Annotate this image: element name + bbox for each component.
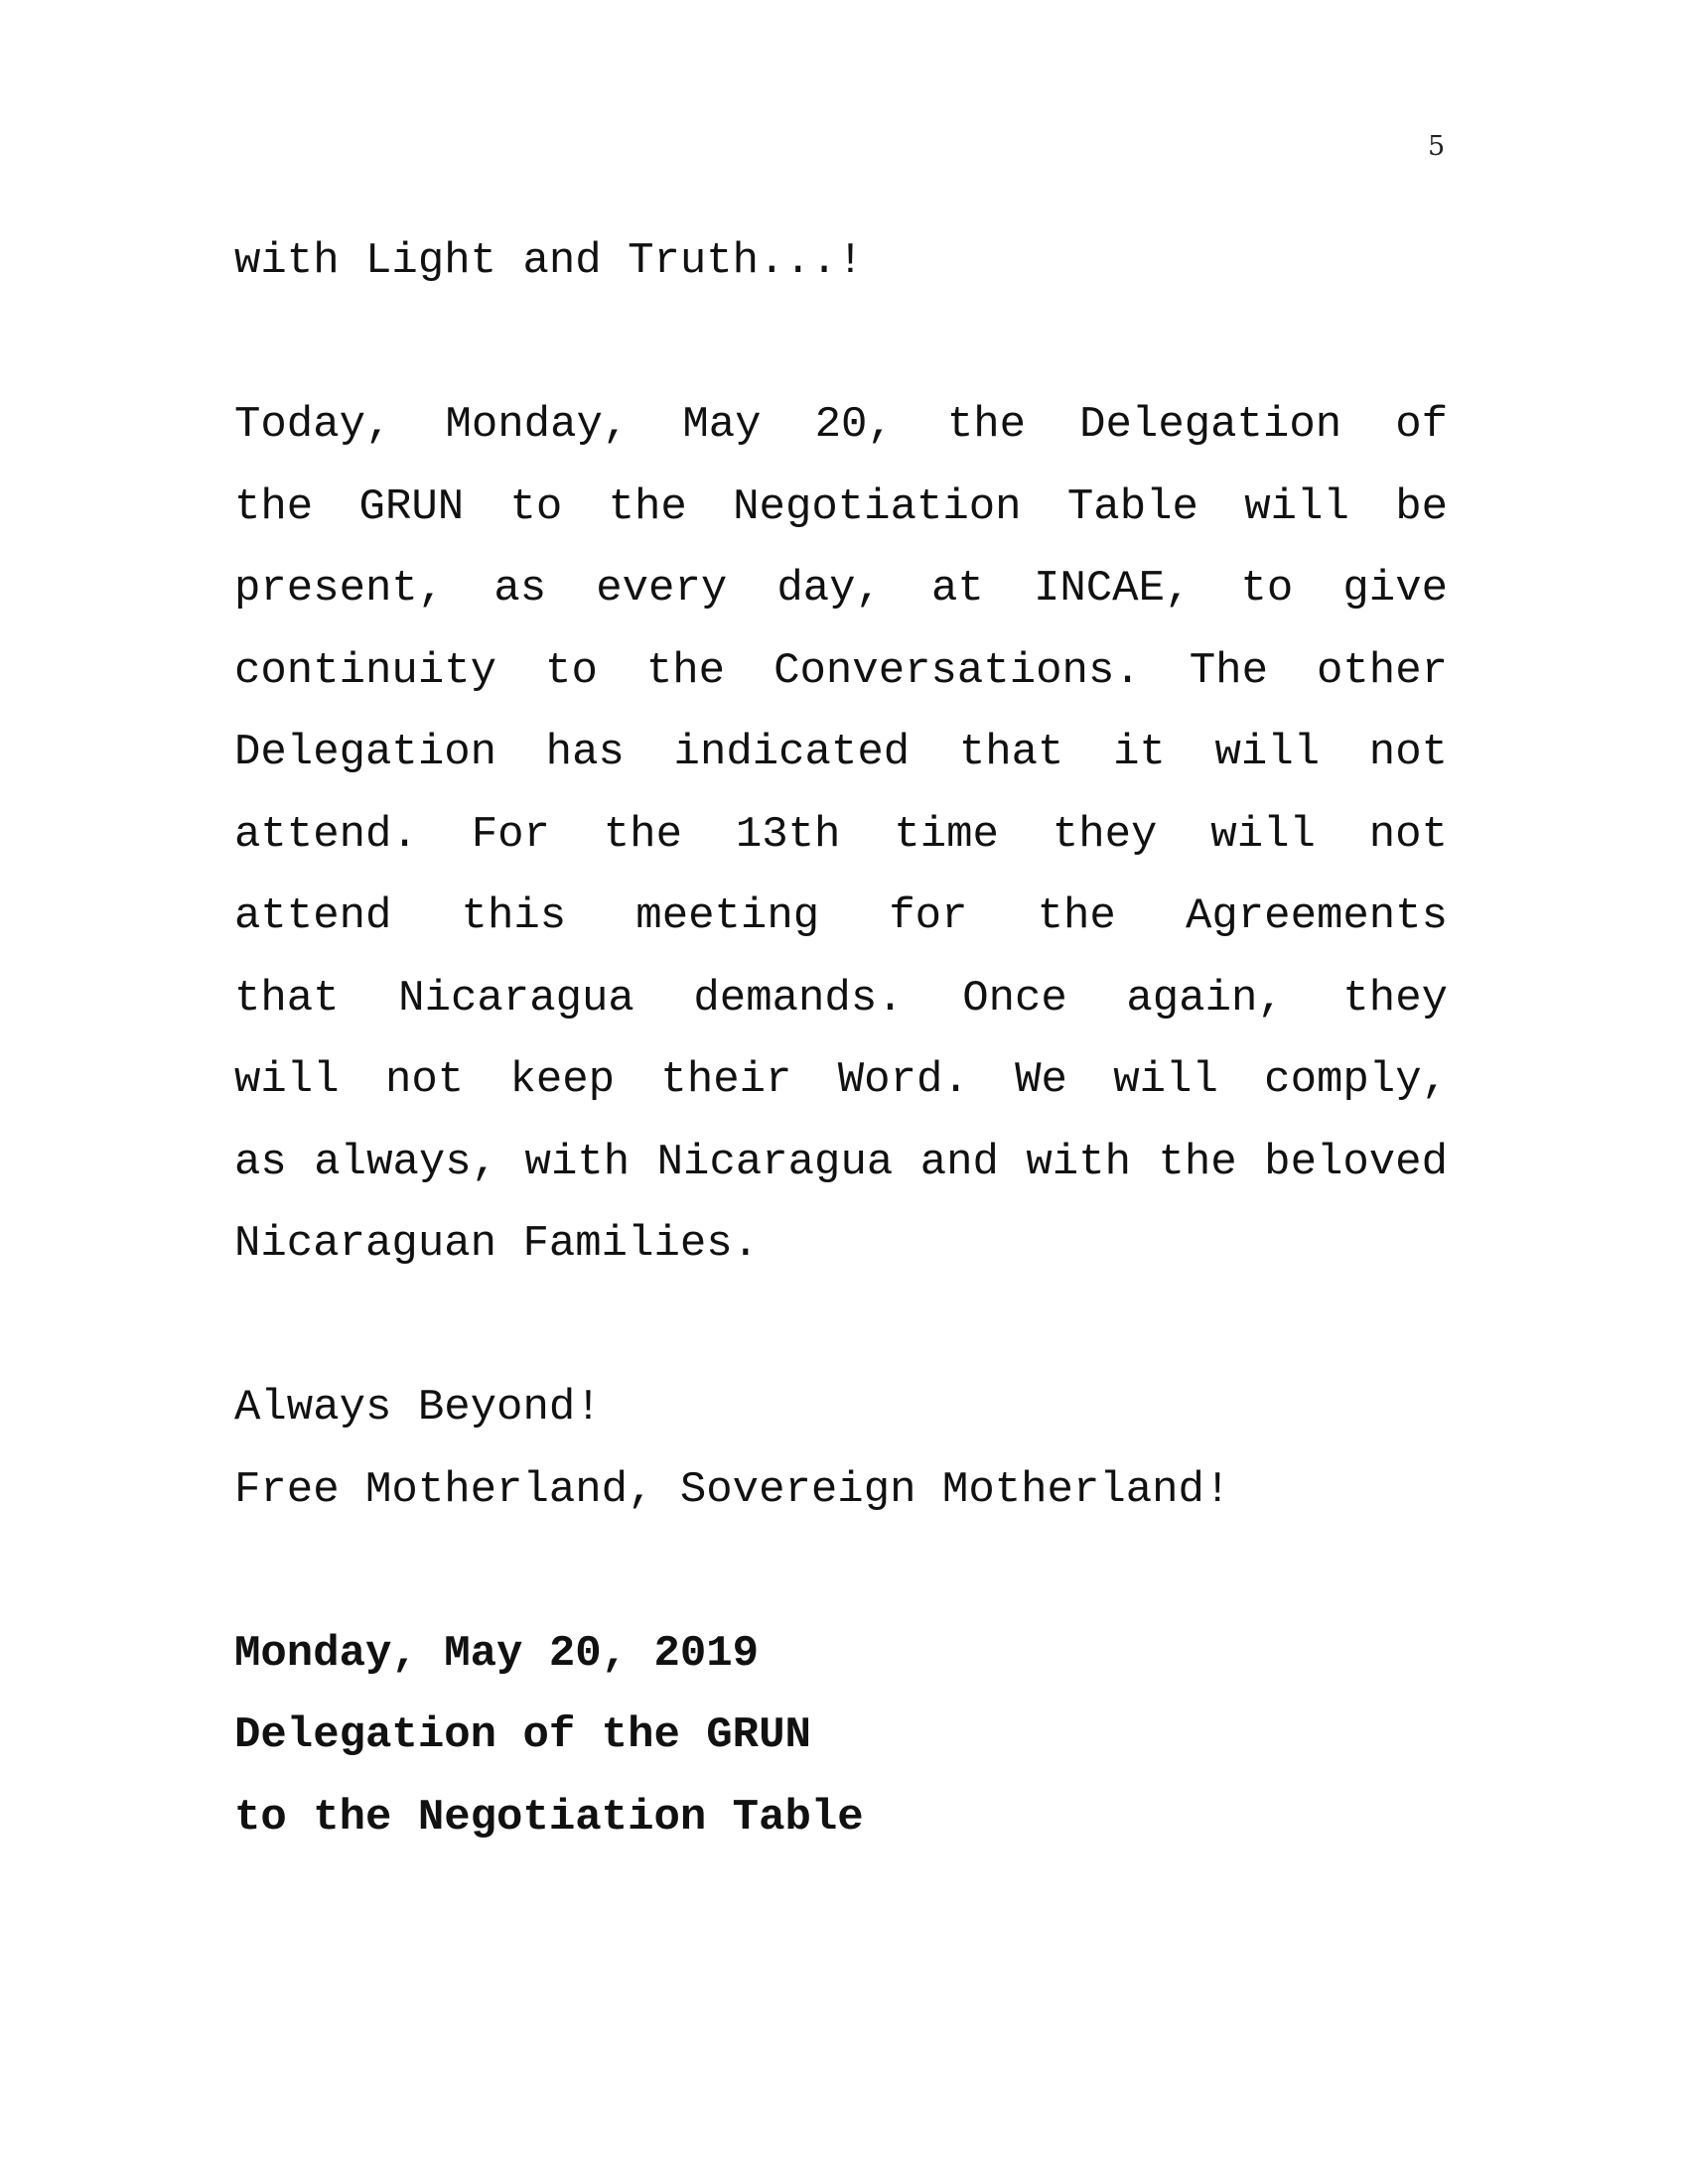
paragraph-gap	[234, 1286, 1448, 1368]
paragraph-line: will not keep their Word. We will comply,	[234, 1055, 1448, 1105]
signature-block	[234, 1613, 1448, 1859]
paragraph-line-last: Nicaraguan Families.	[234, 1219, 760, 1269]
paragraph-line: Today, Monday, May 20, the Delegation of	[234, 400, 1448, 450]
paragraph-line: attend this meeting for the Agreements	[234, 891, 1448, 941]
closing-line: Free Motherland, Sovereign Motherland!	[234, 1464, 1231, 1515]
paragraph-line: continuity to the Conversations. The other	[234, 645, 1448, 696]
paragraph-line: Delegation has indicated that it will not	[234, 728, 1448, 777]
signature-line: Delegation of the GRUN	[234, 1710, 811, 1760]
paragraph-line: present, as every day, at INCAE, to give	[234, 564, 1448, 614]
page-number: 5	[1428, 131, 1446, 162]
paragraph-gap	[234, 303, 1448, 385]
intro-line: with Light and Truth...!	[234, 236, 864, 286]
signature-line: to the Negotiation Table	[234, 1792, 864, 1843]
document-body	[234, 220, 1448, 1858]
paragraph-line: the GRUN to the Negotiation Table will be	[234, 481, 1448, 532]
closing-block	[234, 1367, 1448, 1531]
closing-line: Always Beyond!	[234, 1383, 602, 1433]
paragraph-line: attend. For the 13th time they will not	[234, 809, 1448, 860]
paragraph-line: as always, with Nicaragua and with the beloved	[234, 1137, 1448, 1187]
paragraph-gap	[234, 1531, 1448, 1613]
signature-date: Monday, May 20, 2019	[234, 1628, 760, 1679]
paragraph-line: that Nicaragua demands. Once again, they	[234, 973, 1448, 1024]
main-paragraph	[234, 384, 1448, 1286]
